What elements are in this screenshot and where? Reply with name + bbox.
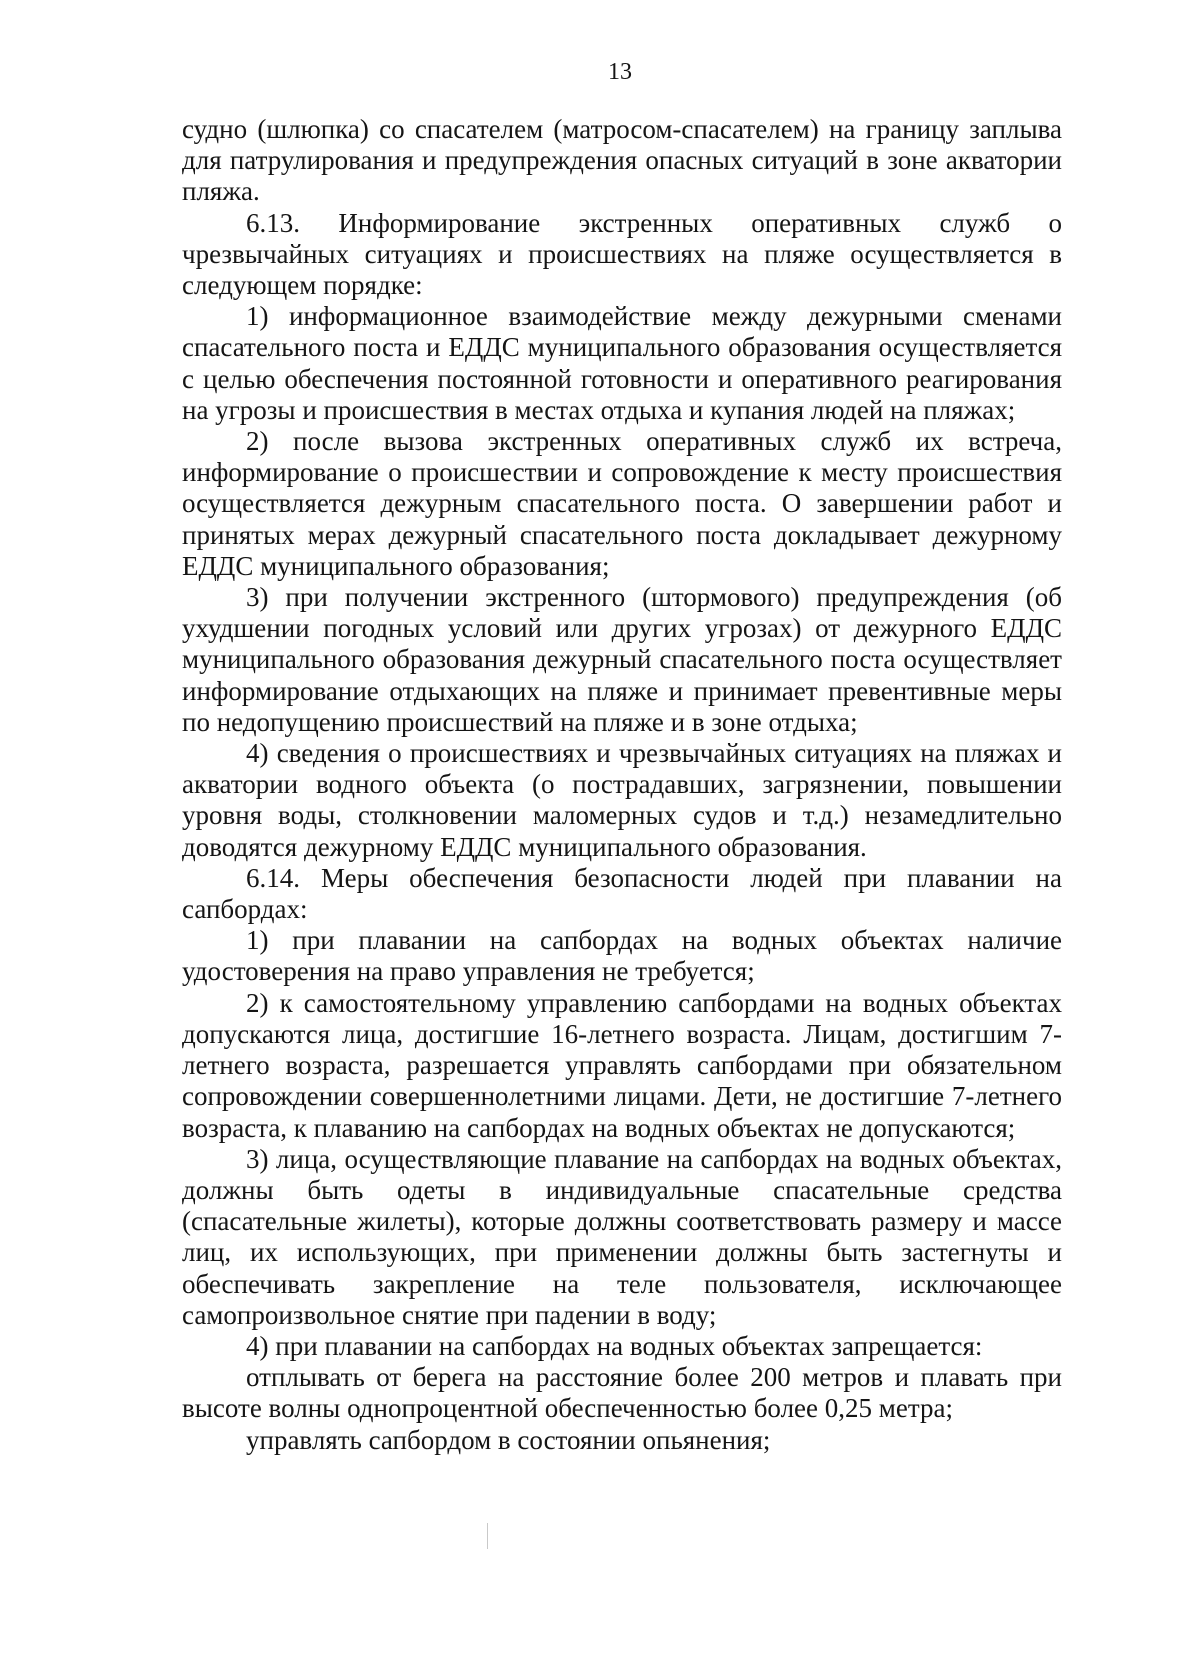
paragraph-6-13-item-3: 3) при получении экстренного (штормового) предупреждения (об ухудшении погодных условий или других угрозах) от дежурного ЕДДС муниципального образования дежурный спасательного поста осуществляет информирование отдыхающих на пляже и принимает превентивные меры по недопущению происшествий на пляже и в зоне отдыха; [182, 582, 1062, 737]
paragraph-6-14-item-3: 3) лица, осуществляющие плавание на сапбордах на водных объектах, должны быть одеты в индивидуальные спасательные средства (спасательные жилеты), которые должны соответствовать размеру и массе лиц, их использующих, при применении должны быть застегнуты и обеспечивать закрепление на теле пользователя, исключающее самопроизвольное снятие при падении в воду; [182, 1143, 1062, 1330]
document-body [182, 114, 1062, 1456]
paragraph-prohibition-intoxication: управлять сапбордом в состоянии опьянения; [246, 1424, 771, 1455]
paragraph-6-13-item-1: 1) информационное взаимодействие между дежурными сменами спасательного поста и ЕДДС муниципального образования осуществляется с целью обеспечения постоянной готовности и оперативного реагирования на угрозы и происшествия в местах отдыха и купания людей на пляжах; [182, 301, 1062, 425]
scan-mark [487, 1523, 488, 1549]
paragraph-6-13-item-4: 4) сведения о происшествиях и чрезвычайных ситуациях на пляжах и акватории водного объекта (о пострадавших, загрязнении, повышении уровня воды, столкновении маломерных судов и т.д.) незамедлительно доводятся дежурному ЕДДС муниципального образования. [182, 738, 1062, 862]
page-number: 13 [608, 59, 632, 85]
paragraph-6-14-item-4: 4) при плавании на сапбордах на водных объектах запрещается: [246, 1330, 983, 1361]
paragraph-prohibition-distance: отплывать от берега на расстояние более 200 метров и плавать при высоте волны однопроцентной обеспеченностью более 0,25 метра; [182, 1362, 1062, 1424]
paragraph-6-13-item-2: 2) после вызова экстренных оперативных служб их встреча, информирование о происшествии и сопровождение к месту происшествия осуществляется дежурным спасательного поста. О завершении работ и принятых мерах дежурный спасательного поста докладывает дежурному ЕДДС муниципального образования; [182, 426, 1062, 581]
paragraph-6-14-item-1: 1) при плавании на сапбордах на водных объектах наличие удостоверения на право управления не требуется; [182, 925, 1062, 987]
paragraph-6-14-item-2: 2) к самостоятельному управлению сапбордами на водных объектах допускаются лица, достигшие 16-летнего возраста. Лицам, достигшим 7-летнего возраста, разрешается управлять сапбордами при обязательном сопровождении совершеннолетними лицами. Дети, не достигшие 7-летнего возраста, к плаванию на сапбордах на водных объектах не допускаются; [182, 987, 1062, 1143]
paragraph-6-13-heading: 6.13. Информирование экстренных оперативных служб о чрезвычайных ситуациях и происшествиях на пляже осуществляется в следующем порядке: [182, 207, 1062, 301]
paragraph-continuation: судно (шлюпка) со спасателем (матросом-спасателем) на границу заплыва для патрулирования и предупреждения опасных ситуаций в зоне акватории пляжа. [182, 114, 1062, 207]
paragraph-6-14-heading: 6.14. Меры обеспечения безопасности людей при плавании на сапбордах: [182, 862, 1062, 925]
